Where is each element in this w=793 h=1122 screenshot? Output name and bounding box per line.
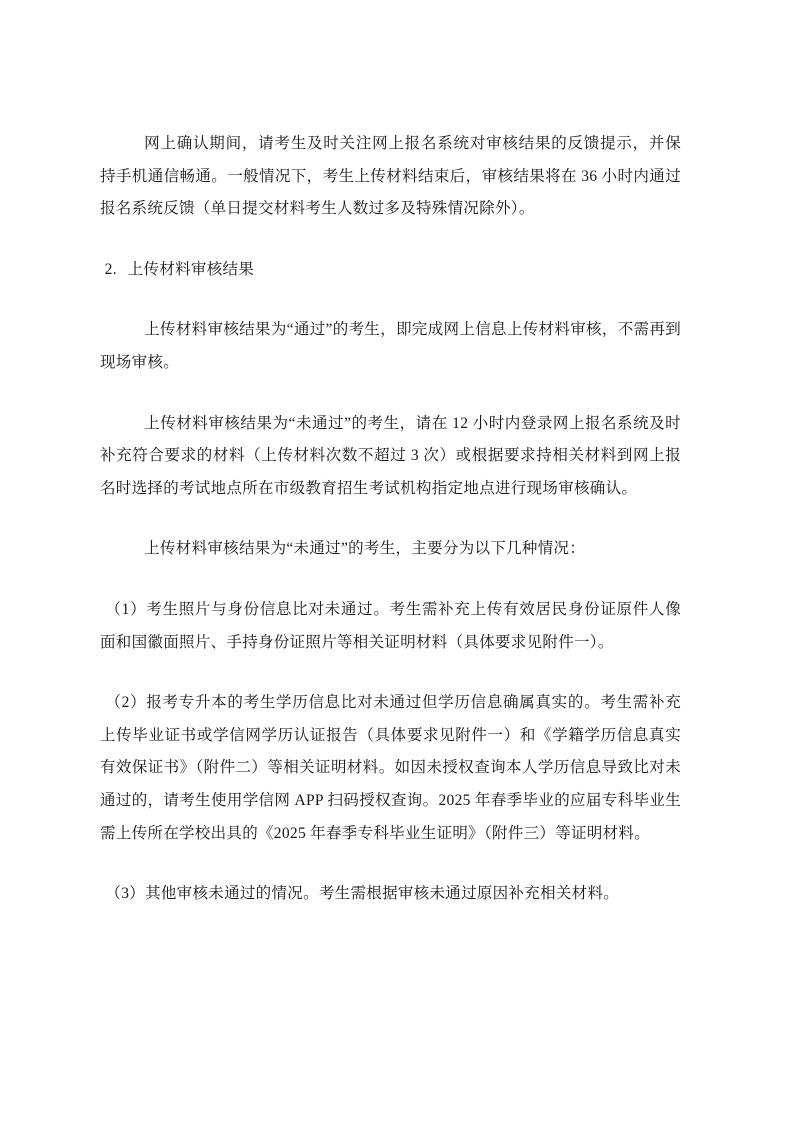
list-item-case-2: （2）报考专升本的考生学历信息比对未通过但学历信息确属真实的。考生需补充上传毕业证书或学信网学历认证报告（具体要求见附件一）和《学籍学历信息真实有效保证书》（附件二）等相关证明材料。如因未授权查询本人学历信息导致比对未通过的，请考生使用学信网 APP 扫码授权查询。2025 年春季毕业的应届专科毕业生需上传所在学校出具的《2025 年春季专科毕业生证明》（附件三）等证明材料。	[100, 694, 681, 842]
paragraph-confirmation-notice: 网上确认期间，请考生及时关注网上报名系统对审核结果的反馈提示，并保持手机通信畅通。一般情况下，考生上传材料结束后，审核结果将在 36 小时内通过报名系统反馈（单日提交材料考生人数过多及特殊情况除外）。	[100, 135, 681, 218]
paragraph-result-pass: 上传材料审核结果为“通过”的考生，即完成网上信息上传材料审核，不需再到现场审核。	[100, 321, 681, 371]
paragraph-result-fail: 上传材料审核结果为“未通过”的考生，请在 12 小时内登录网上报名系统及时补充符合要求的材料（上传材料次数不超过 3 次）或根据要求持相关材料到网上报名时选择的考试地点所在市级教育招生考试机构指定地点进行现场审核确认。	[100, 414, 681, 497]
list-item-case-1: （1）考生照片与身份信息比对未通过。考生需补充上传有效居民身份证原件人像面和国徽面照片、手持身份证照片等相关证明材料（具体要求见附件一）。	[100, 600, 681, 651]
paragraph-fail-cases-intro: 上传材料审核结果为“未通过”的考生，主要分为以下几种情况：	[144, 540, 586, 558]
list-item-case-3: （3）其他审核未通过的情况。考生需根据审核未通过原因补充相关材料。	[105, 885, 620, 903]
section-heading-title: 上传材料审核结果	[127, 260, 255, 278]
section-heading	[100, 254, 681, 287]
section-heading-number: 2.	[104, 260, 117, 278]
